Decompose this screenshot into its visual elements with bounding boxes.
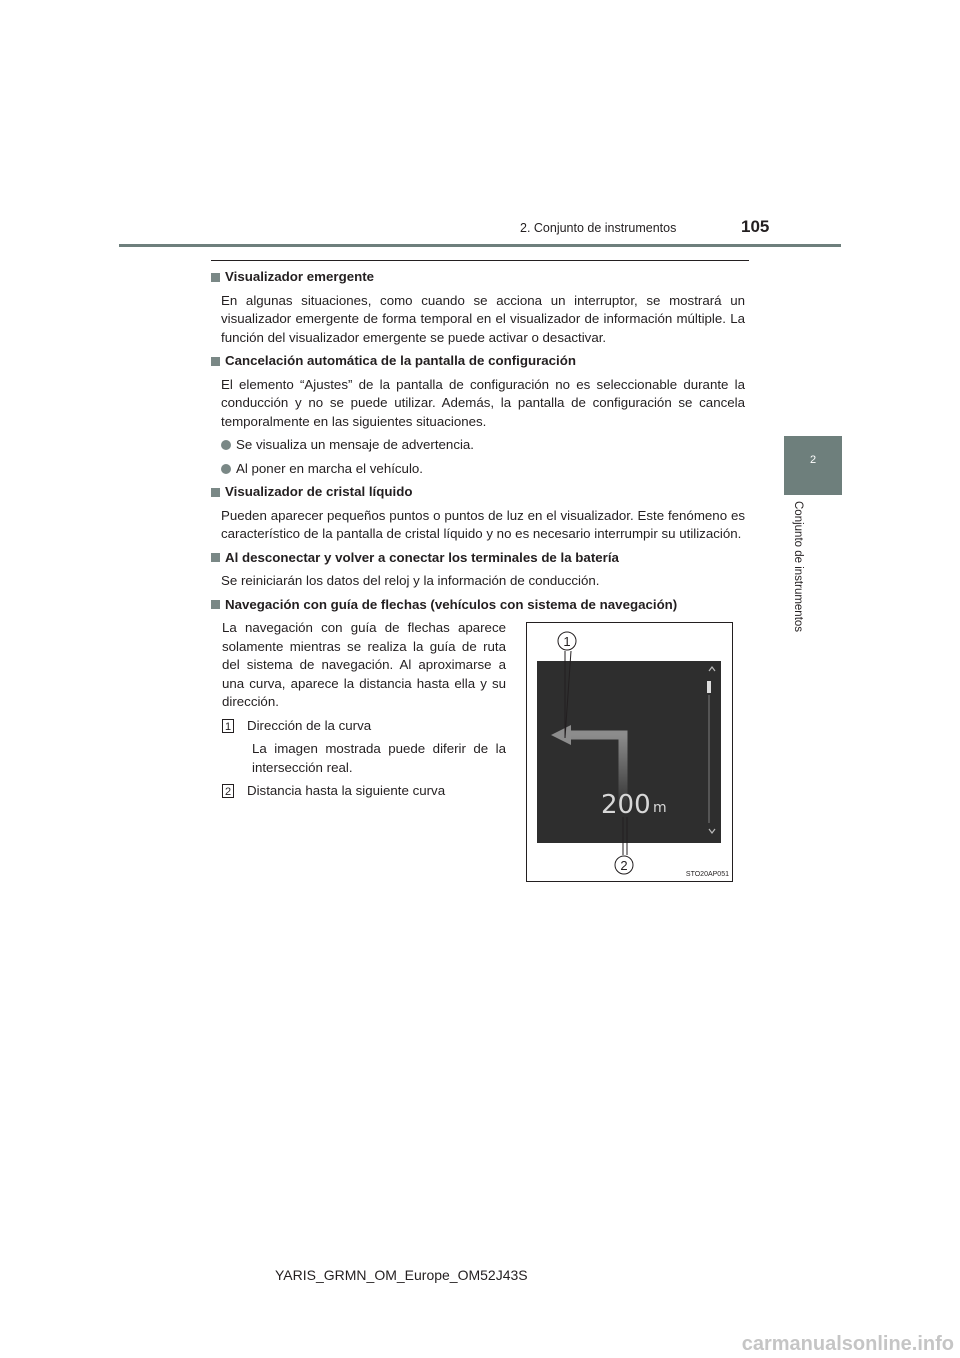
footer-document-id: YARIS_GRMN_OM_Europe_OM52J43S [275, 1267, 528, 1283]
chapter-tab-number: 2 [809, 454, 817, 466]
chapter-tab-label: Conjunto de instrumentos [792, 501, 804, 633]
section-title-autocancel: Cancelación automática de la pantalla de configuración [211, 352, 745, 371]
section-text-navigation: La navegación con guía de flechas aparece solamente mientras se realiza la guía de ruta del sistema de navegación. Al aproximarse a una curva, aparece la distancia hasta ella y su dirección. [222, 620, 506, 709]
display-illustration [527, 623, 734, 883]
callout-item-1 [222, 717, 506, 736]
section-text-autocancel: El elemento “Ajustes” de la pantalla de configuración no es seleccionable durante la conducción y no se puede utilizar. Además, la pantalla de configuración se cancela temporalmente en las siguientes situaciones. [221, 376, 745, 429]
figure-code: STO20AP051 [685, 871, 729, 878]
header-rule [119, 244, 841, 247]
scrollbar-thumb [707, 681, 711, 693]
callout-number-1: 1 [563, 634, 571, 649]
list-item: Se visualiza un mensaje de advertencia. [221, 436, 745, 455]
distance-value: 200 [601, 790, 651, 820]
callout-label: Dirección de la curva [247, 717, 372, 733]
scrollbar-track [708, 695, 710, 823]
section-title-lcd: Visualizador de cristal líquido [211, 483, 745, 502]
callout-note: La imagen mostrada puede diferir de la intersección real. [252, 741, 506, 775]
callout-item-2 [222, 782, 506, 801]
chapter-tab [784, 436, 842, 495]
square-bullet-icon [211, 273, 220, 282]
section-title-popup: Visualizador emergente [211, 268, 745, 287]
navigation-figure [526, 622, 733, 882]
distance-unit: m [653, 800, 667, 816]
list-item: Al poner en marcha el vehículo. [221, 460, 745, 479]
square-bullet-icon [211, 488, 220, 497]
section-text-lcd: Pueden aparecer pequeños puntos o puntos de luz en el visualizador. Este fenómeno es característico de la pantalla de cristal líquido y no es necesario interrumpir su utilización. [221, 507, 745, 541]
square-bullet-icon [211, 600, 220, 609]
square-bullet-icon [211, 553, 220, 562]
section-text-popup: En algunas situaciones, como cuando se acciona un interruptor, se mostrará un visualizador emergente de forma temporal en el visualizador de información múltiple. La función del visualizador emergente se puede activar o desactivar. [221, 292, 745, 345]
circle-bullet-icon [221, 440, 231, 450]
callout-number-2: 2 [620, 858, 628, 873]
watermark[interactable]: carmanualsonline.info [741, 1333, 954, 1355]
content-top-rule [211, 260, 749, 261]
section-title-battery: Al desconectar y volver a conectar los terminales de la batería [211, 549, 745, 568]
page-content [211, 268, 745, 619]
callout-number-box: 2 [222, 784, 234, 798]
circle-bullet-icon [221, 464, 231, 474]
page-number: 105 [741, 217, 770, 236]
navigation-description [222, 619, 506, 801]
square-bullet-icon [211, 357, 220, 366]
callout-number-box: 1 [222, 719, 234, 733]
header-section-title: 2. Conjunto de instrumentos [520, 221, 677, 235]
callout-label: Distancia hasta la siguiente curva [247, 783, 446, 798]
section-text-battery: Se reiniciarán los datos del reloj y la información de conducción. [221, 573, 600, 588]
section-title-navigation: Navegación con guía de flechas (vehículos con sistema de navegación) [211, 596, 745, 615]
